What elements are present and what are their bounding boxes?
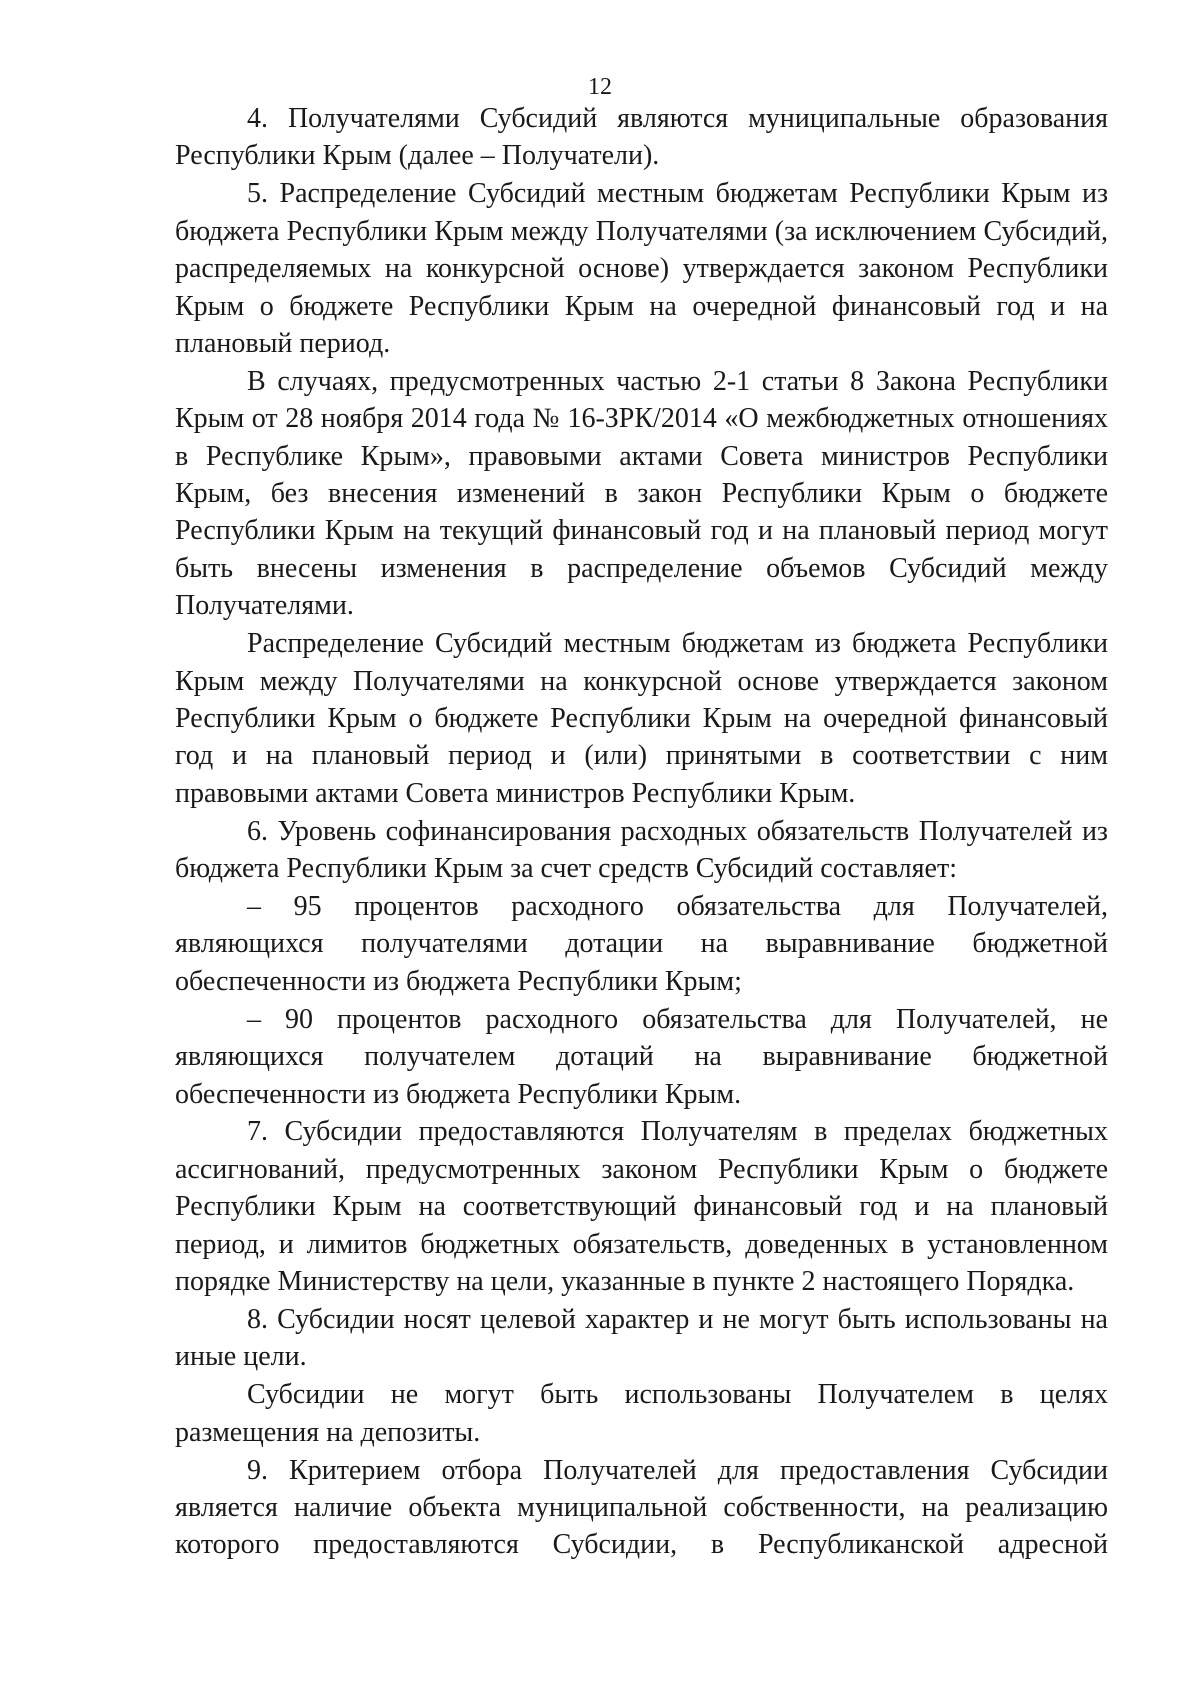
page-number: 12: [588, 74, 612, 100]
paragraph-item-6: 6. Уровень софинансирования расходных обязательств Получателей из бюджета Республики Крым за счет средств Субсидий составляет:: [175, 815, 1108, 885]
paragraph-item-5: 5. Распределение Субсидий местным бюджетам Республики Крым из бюджета Республики Крым между Получателями (за исключением Субсидий, распределяемых на конкурсной основе) утверждается законом Республики Крым о бюджете Республики Крым на очередной финансовый год и на плановый период.: [175, 178, 1108, 359]
paragraph-item-5-cases: В случаях, предусмотренных частью 2-1 статьи 8 Закона Республики Крым от 28 ноября 2014 года № 16-ЗРК/2014 «О межбюджетных отношениях в Республике Крым», правовыми актами Совета министров Республики Крым, без внесения изменений в закон Республики Крым о бюджете Республики Крым на текущий финансовый год и на плановый период могут быть внесены изменения в распределение объемов Субсидий между Получателями.: [175, 365, 1108, 622]
paragraph-item-9: 9. Критерием отбора Получателей для предоставления Субсидии является наличие объекта муниципальной собственности, на реализацию которого предоставляются Субсидии, в Республиканской адресной: [175, 1454, 1108, 1561]
paragraph-item-6-bullet-90: – 90 процентов расходного обязательства для Получателей, не являющихся получателем дотаций на выравнивание бюджетной обеспеченности из бюджета Республики Крым.: [175, 1003, 1108, 1110]
paragraph-item-6-bullet-95: – 95 процентов расходного обязательства для Получателей, являющихся получателями дотации на выравнивание бюджетной обеспеченности из бюджета Республики Крым;: [175, 891, 1108, 997]
paragraph-item-7: 7. Субсидии предоставляются Получателям в пределах бюджетных ассигнований, предусмотренных законом Республики Крым о бюджете Республики Крым на соответствующий финансовый год и на плановый период, и лимитов бюджетных обязательств, доведенных в установленном порядке Министерству на цели, указанные в пункте 2 настоящего Порядка.: [175, 1116, 1108, 1298]
paragraph-item-4: 4. Получателями Субсидий являются муниципальные образования Республики Крым (далее – Получатели).: [175, 103, 1108, 172]
paragraph-item-5-competitive: Распределение Субсидий местным бюджетам из бюджета Республики Крым между Получателями на конкурсной основе утверждается законом Республики Крым о бюджете Республики Крым на очередной финансовый год и на плановый период и (или) принятыми в соответствии с ним правовыми актами Совета министров Республики Крым.: [175, 628, 1108, 809]
paragraph-item-8: 8. Субсидии носят целевой характер и не могут быть использованы на иные цели.: [175, 1304, 1108, 1373]
paragraph-item-8-deposits: Субсидии не могут быть использованы Получателем в целях размещения на депозиты.: [175, 1379, 1108, 1448]
document-body: [175, 100, 1108, 1564]
